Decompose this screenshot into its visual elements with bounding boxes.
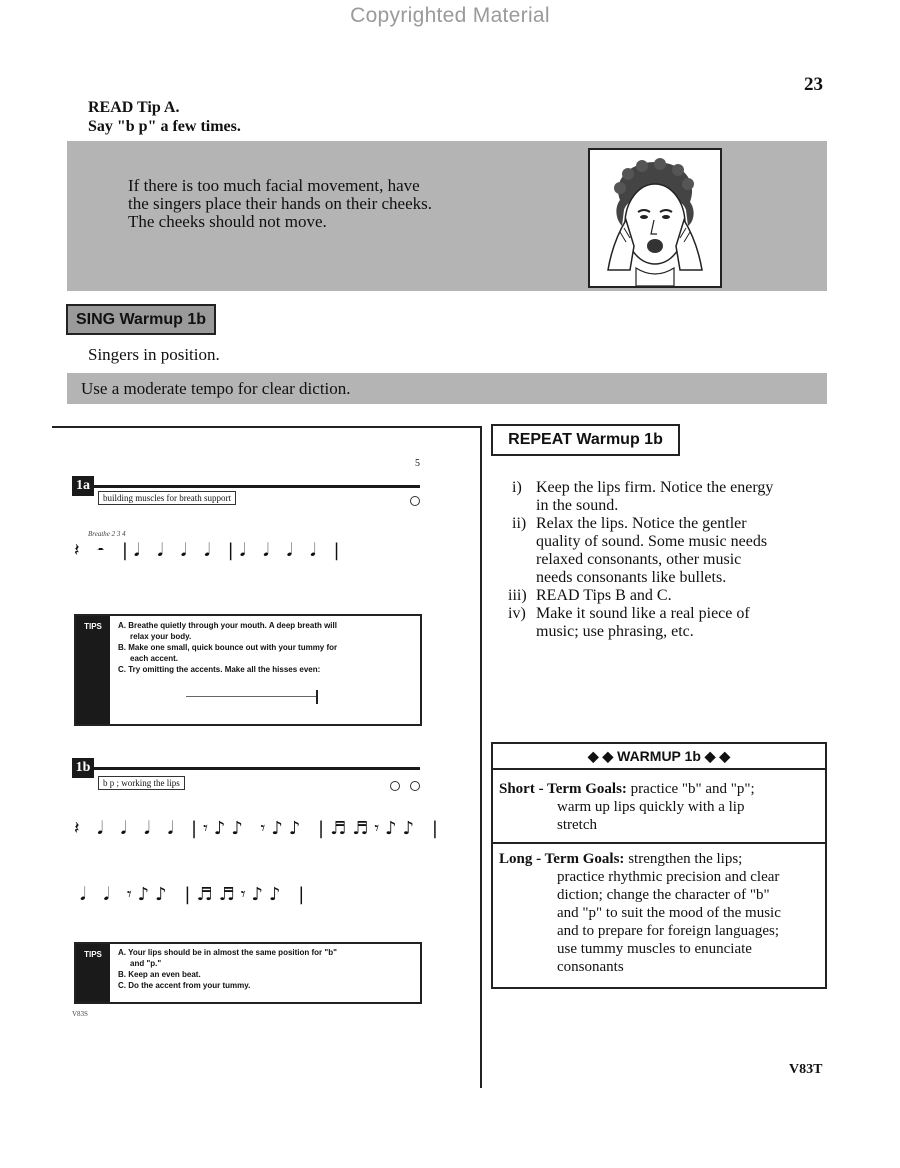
tips-label: TIPS bbox=[76, 944, 110, 1002]
short-term-goals bbox=[499, 780, 821, 834]
tips-box-1a bbox=[74, 614, 422, 726]
tip-a: A. Your lips should be in almost the same position for "b" bbox=[118, 948, 337, 957]
long-term-goals bbox=[499, 850, 829, 976]
divider-horizontal bbox=[52, 426, 482, 428]
face-illustration bbox=[588, 148, 722, 288]
intro-line-2: Say "b p" a few times. bbox=[88, 118, 241, 135]
tip-b: B. Keep an even beat. bbox=[118, 970, 201, 979]
page-number: 23 bbox=[804, 74, 823, 95]
goal-line: and to prepare for foreign languages; bbox=[557, 923, 779, 939]
tip-b: B. Make one small, quick bounce out with your tummy for bbox=[118, 643, 338, 652]
goal-line: and "p" to suit the mood of the music bbox=[557, 905, 781, 921]
repeat-item-text bbox=[536, 515, 836, 587]
repeat-item-line: Keep the lips firm. Notice the energy bbox=[536, 479, 774, 496]
sing-warmup-button[interactable]: SING Warmup 1b bbox=[66, 304, 216, 335]
tips-list-1b bbox=[118, 947, 414, 991]
barline bbox=[316, 690, 318, 704]
intro-instructions bbox=[88, 98, 241, 136]
facial-note-line-2: the singers place their hands on their cheeks. bbox=[128, 194, 433, 213]
repeat-item-line: READ Tips B and C. bbox=[536, 587, 672, 604]
tip-a-cont: relax your body. bbox=[130, 632, 192, 641]
tip-b-cont: each accent. bbox=[130, 654, 179, 663]
tips-box-1b bbox=[74, 942, 422, 1004]
goals-header: ◆ ◆ WARMUP 1b ◆ ◆ bbox=[493, 744, 825, 770]
goal-line: diction; change the character of "b" bbox=[557, 887, 770, 903]
staff-line-1b bbox=[94, 767, 420, 770]
tip-c: C. Try omitting the accents. Make all the hisses even: bbox=[118, 665, 321, 674]
face-with-hands-icon bbox=[590, 150, 720, 286]
goal-line: warm up lips quickly with a lip bbox=[557, 799, 745, 815]
hiss-line bbox=[186, 696, 318, 697]
circle-icon bbox=[390, 781, 400, 791]
repeat-item-line: quality of sound. Some music needs bbox=[536, 533, 768, 550]
goal-line: strengthen the lips; bbox=[628, 851, 743, 867]
repeat-item-text bbox=[536, 605, 836, 641]
repeat-item-line: Make it sound like a real piece of bbox=[536, 605, 750, 622]
measure-number: 5 bbox=[415, 458, 420, 469]
circle-icon bbox=[410, 496, 420, 506]
tip-a: A. Breathe quietly through your mouth. A deep breath will bbox=[118, 621, 337, 630]
facial-movement-note bbox=[128, 177, 568, 231]
repeat-instructions-list bbox=[508, 479, 832, 641]
facial-note-line-1: If there is too much facial movement, have bbox=[128, 176, 420, 195]
repeat-item-line: Relax the lips. Notice the gentler bbox=[536, 515, 747, 532]
breathe-label: Breathe 2 3 4 bbox=[88, 530, 126, 538]
repeat-item bbox=[512, 479, 832, 515]
copyright-watermark: Copyrighted Material bbox=[350, 4, 550, 27]
tempo-note: Use a moderate tempo for clear diction. bbox=[81, 379, 351, 398]
exercise-1a-caption: building muscles for breath support bbox=[98, 491, 236, 505]
repeat-item-line: music; use phrasing, etc. bbox=[536, 623, 694, 640]
tip-a-cont: and "p." bbox=[130, 959, 162, 968]
repeat-item-line: in the sound. bbox=[536, 497, 619, 514]
exercise-1a-label: 1a bbox=[72, 476, 94, 496]
repeat-item bbox=[508, 605, 832, 641]
repeat-warmup-button[interactable]: REPEAT Warmup 1b bbox=[491, 424, 680, 456]
repeat-item-number: iv) bbox=[508, 605, 526, 622]
intro-line-1: READ Tip A. bbox=[88, 99, 180, 116]
repeat-item-text bbox=[536, 479, 836, 515]
goal-line: practice "b" and "p"; bbox=[630, 781, 755, 797]
warmup-goals-box bbox=[491, 742, 827, 989]
repeat-item-number: iii) bbox=[508, 587, 527, 604]
long-term-label: Long - Term Goals: bbox=[499, 851, 625, 867]
exercise-1b-label: 1b bbox=[72, 758, 94, 778]
footer-right-code: V83T bbox=[789, 1062, 823, 1077]
facial-note-line-3: The cheeks should not move. bbox=[128, 212, 327, 231]
footer-left-code: V83S bbox=[72, 1010, 88, 1018]
short-term-label: Short - Term Goals: bbox=[499, 781, 627, 797]
rhythm-notation-1b-row1: 𝄽 𝅘𝅥 𝅘𝅥 𝅘𝅥 𝅘𝅥 |𝄾♪♪ 𝄾♪♪ |♬♬𝄾♪♪ | bbox=[74, 818, 444, 839]
rhythm-notation-1a: 𝄽 𝄼 |𝅘𝅥 𝅘𝅥 𝅘𝅥 𝅘𝅥 |𝅘𝅥 𝅘𝅥 𝅘𝅥 𝅘𝅥 | bbox=[74, 540, 346, 561]
goal-line: consonants bbox=[557, 959, 624, 975]
circle-icon bbox=[410, 781, 420, 791]
repeat-item-number: i) bbox=[512, 479, 522, 496]
repeat-item-number: ii) bbox=[512, 515, 527, 532]
rhythm-notation-1b-row2: 𝅘𝅥 𝅘𝅥 𝄾♪♪ |♬♬𝄾♪♪ | bbox=[80, 884, 311, 905]
goal-line: stretch bbox=[557, 817, 597, 833]
goals-divider bbox=[493, 842, 825, 844]
goal-line: practice rhythmic precision and clear bbox=[557, 869, 780, 885]
tip-c: C. Do the accent from your tummy. bbox=[118, 981, 251, 990]
tips-list-1a bbox=[118, 620, 414, 675]
repeat-item-line: relaxed consonants, other music bbox=[536, 551, 742, 568]
goal-line: use tummy muscles to enunciate bbox=[557, 941, 752, 957]
repeat-item bbox=[512, 515, 832, 587]
repeat-item-line: needs consonants like bullets. bbox=[536, 569, 727, 586]
tips-label: TIPS bbox=[76, 616, 110, 724]
repeat-item bbox=[508, 587, 832, 605]
divider-vertical bbox=[480, 426, 482, 1088]
exercise-1b-caption: b p ; working the lips bbox=[98, 776, 185, 790]
staff-line-1a bbox=[94, 485, 420, 488]
singers-in-position-text: Singers in position. bbox=[88, 345, 220, 364]
